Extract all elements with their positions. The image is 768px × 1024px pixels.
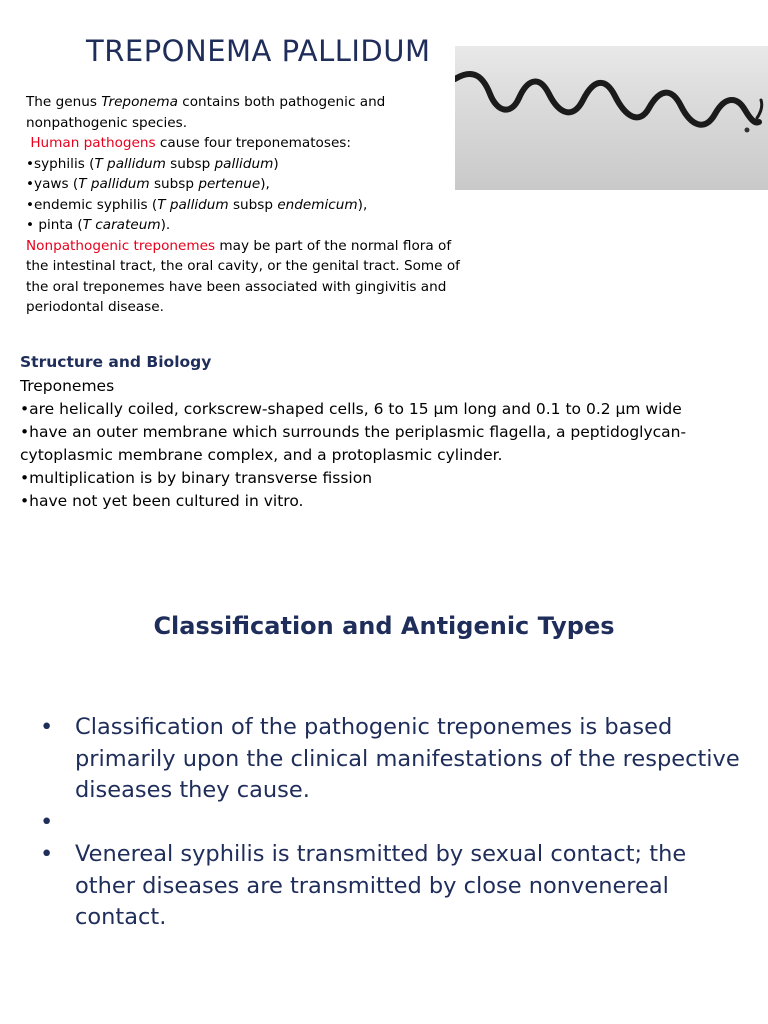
species-name: T pallidum (78, 176, 150, 192)
list-item (40, 712, 740, 807)
item-text: • pinta ( (26, 217, 83, 233)
list-item (40, 839, 740, 934)
structure-line: •are helically coiled, corkscrew-shaped cells, 6 to 15 μm long and 0.1 to 0.2 μm wide (20, 400, 682, 418)
intro-line-pathogens (26, 133, 466, 154)
item-text: subsp (149, 176, 199, 192)
disease-item (26, 195, 466, 216)
classification-list (40, 712, 740, 934)
list-item (40, 807, 740, 839)
species-name: T carateum (82, 217, 161, 233)
spirochete-icon (455, 46, 768, 190)
item-text: ). (160, 217, 171, 233)
structure-line: •multiplication is by binary transverse fission (20, 469, 373, 487)
list-item-text: Venereal syphilis is transmitted by sexual contact; the other diseases are transmitted by close nonvenereal contact. (75, 841, 687, 930)
disease-item (26, 174, 466, 195)
subspecies-name: pallidum (214, 155, 274, 172)
item-text: •endemic syphilis ( (26, 196, 158, 213)
item-text: subsp (228, 196, 278, 213)
intro-paragraph (26, 92, 466, 318)
classification-heading: Classification and Antigenic Types (153, 612, 615, 640)
spirochete-micrograph (455, 46, 768, 190)
item-text: ), (357, 196, 368, 213)
subspecies-name: pertenue (198, 176, 261, 192)
intro-line-genus (26, 92, 466, 133)
intro-text: contains both pathogenic and nonpathogenic species. (26, 94, 386, 131)
item-text: •syphilis ( (26, 155, 95, 172)
list-item-text: Classification of the pathogenic treponemes is based primarily upon the clinical manifestations of the respective diseases they cause. (75, 714, 740, 803)
intro-text: cause four treponematoses: (155, 135, 351, 151)
bullet-icon: • (40, 808, 54, 835)
intro-text: The genus (26, 94, 102, 110)
structure-line: •have an outer membrane which surrounds the periplasmic flagella, a peptidoglycan-cytoplasmic membrane complex, and a protoplasmic cylinder. (20, 423, 687, 464)
item-text: ), (260, 176, 270, 192)
structure-heading: Structure and Biology (20, 353, 212, 371)
species-name: T pallidum (94, 155, 166, 172)
item-text: ) (273, 155, 279, 172)
disease-item (26, 215, 466, 236)
subspecies-name: endemicum (277, 196, 358, 213)
nonpathogenic-label: Nonpathogenic treponemes (26, 237, 216, 254)
intro-line-nonpathogenic (26, 236, 466, 318)
item-text: subsp (165, 155, 215, 172)
structure-body (20, 375, 755, 513)
bullet-icon: • (40, 841, 54, 867)
disease-item (26, 154, 466, 175)
intro-text: may be part of the normal flora of the intestinal tract, the oral cavity, or the genital tract. Some of the oral treponemes have been associated with gingivitis and periodontal disease. (26, 237, 460, 315)
structure-line: •have not yet been cultured in vitro. (20, 492, 304, 510)
structure-line: Treponemes (20, 377, 115, 395)
species-name: T pallidum (157, 196, 229, 213)
page-title: TREPONEMA PALLIDUM (86, 34, 431, 68)
item-text: •yaws ( (26, 176, 79, 192)
bullet-icon: • (40, 714, 54, 740)
human-pathogens-label: Human pathogens (30, 135, 156, 151)
genus-name: Treponema (101, 94, 178, 110)
